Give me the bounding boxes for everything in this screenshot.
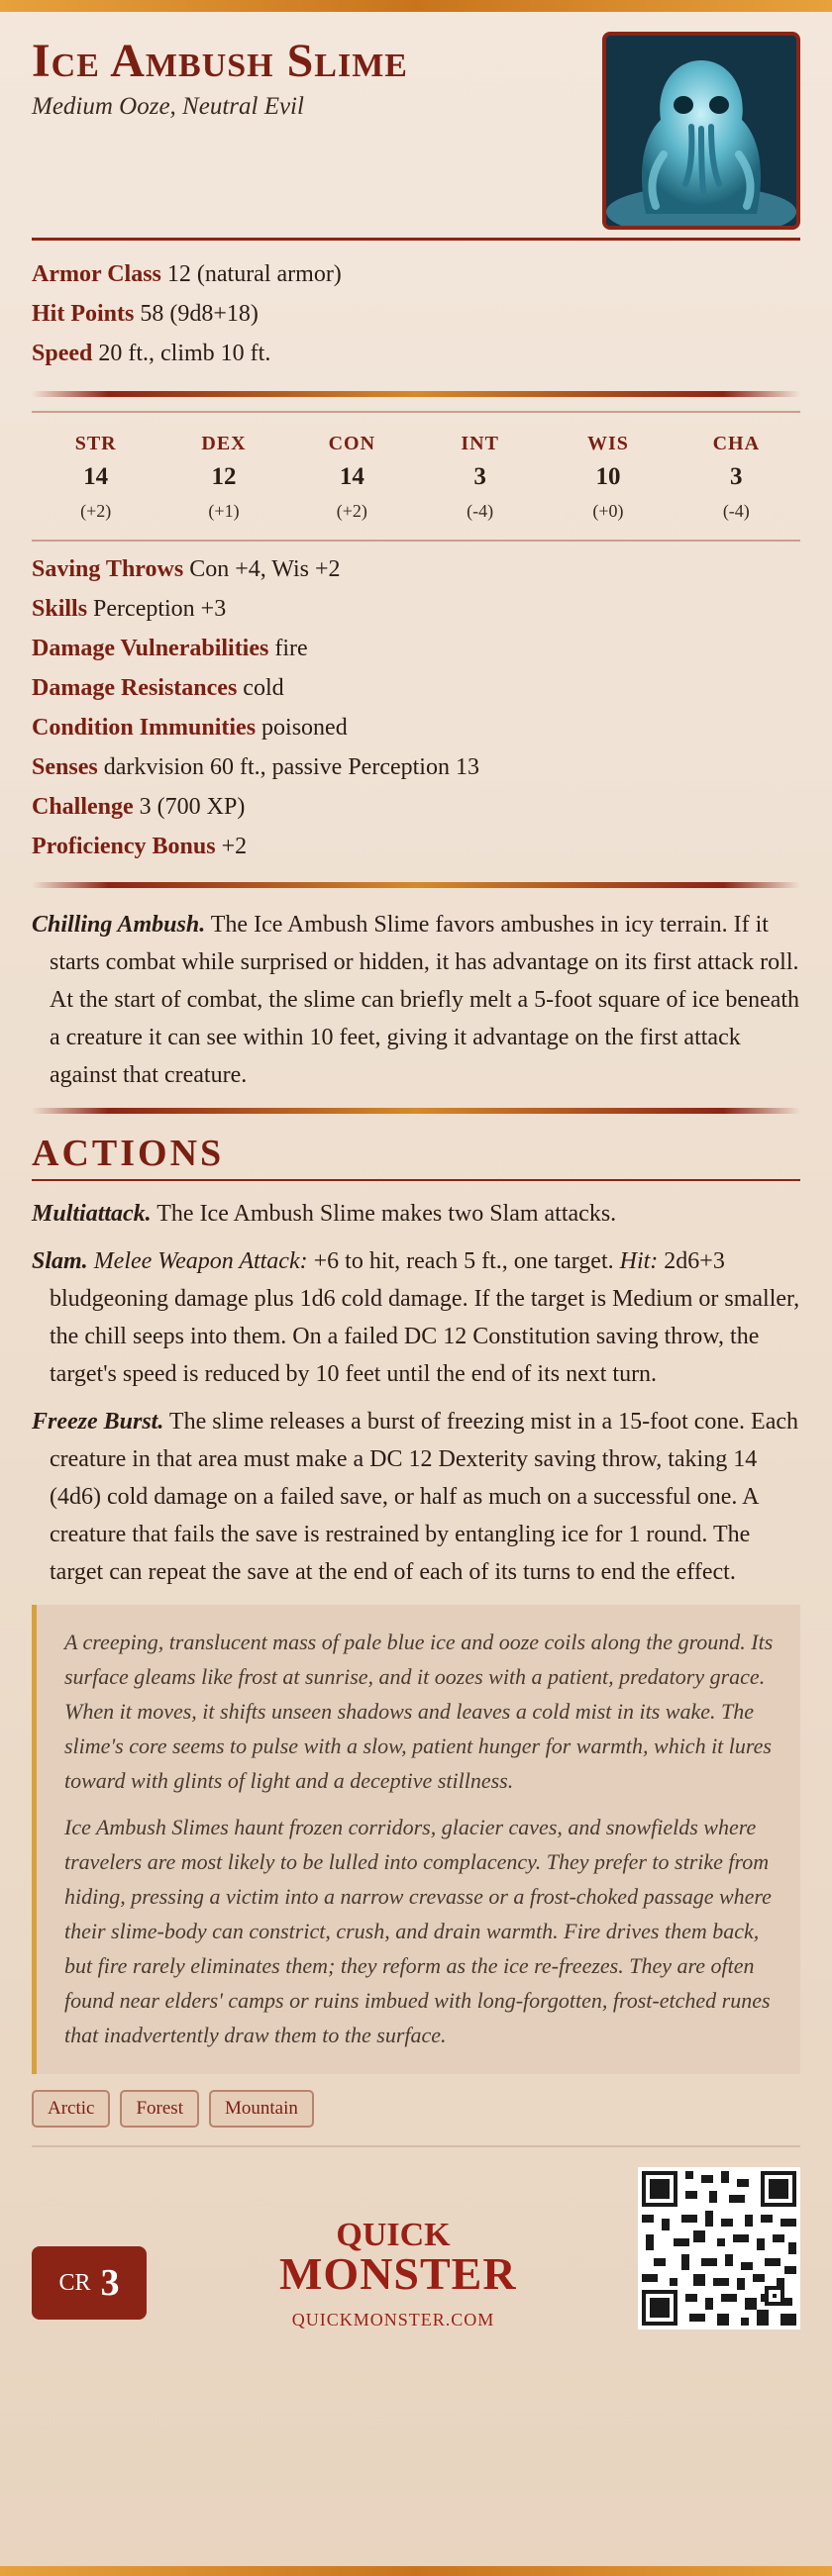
hit-points: Hit Points 58 (9d8+18) bbox=[32, 301, 259, 327]
site-url[interactable]: QUICKMONSTER.COM bbox=[291, 2310, 495, 2329]
speed: Speed 20 ft., climb 10 ft. bbox=[32, 341, 271, 366]
ice-slime-portrait-icon bbox=[606, 36, 796, 226]
condition-immunities: Condition Immunities poisoned bbox=[32, 715, 348, 741]
ability-cha: CHA 3 (-4) bbox=[712, 433, 761, 521]
action-multiattack: Multiattack. The Ice Ambush Slime makes two Slam attacks. bbox=[32, 1201, 617, 1227]
environment-tags bbox=[32, 2090, 800, 2128]
armor-class: Armor Class 12 (natural armor) bbox=[32, 261, 342, 287]
ornamental-divider bbox=[32, 391, 800, 397]
monster-portrait[interactable] bbox=[602, 32, 800, 230]
cr-badge: CR 3 bbox=[32, 2246, 147, 2320]
quickmonster-logo[interactable]: QUICK MONSTER QUICKMONSTER.COM bbox=[279, 2217, 517, 2329]
damage-resistances: Damage Resistances cold bbox=[32, 675, 284, 701]
ability-int: INT 3 (-4) bbox=[461, 433, 499, 521]
skills: Skills Perception +3 bbox=[32, 596, 227, 622]
tag-forest[interactable]: Forest bbox=[120, 2090, 199, 2128]
bottom-accent-bar bbox=[0, 2566, 832, 2576]
stat-block bbox=[32, 12, 800, 2355]
action-freeze-burst: Freeze Burst. The slime releases a burst of freezing mist in a 15-foot cone. Each creature in that area must make a DC 12 Dexterity saving throw, taking 14 (4d6) cold damage on a failed save, or half as much on a successful one. A creature that fails the save is restrained by entangling ice for 1 round. The target can repeat the save at the end of each of its turns to end the effect. bbox=[32, 1409, 799, 1585]
saving-throws: Saving Throws Con +4, Wis +2 bbox=[32, 556, 341, 582]
actions-divider bbox=[32, 1179, 800, 1181]
ability-dex: DEX 12 (+1) bbox=[201, 433, 247, 521]
ornamental-divider bbox=[32, 882, 800, 888]
ability-str: STR 14 (+2) bbox=[74, 433, 117, 521]
ability-scores bbox=[32, 411, 800, 542]
ability-con: CON 14 (+2) bbox=[328, 433, 376, 521]
footer bbox=[32, 2147, 800, 2355]
ornamental-divider bbox=[32, 1108, 800, 1114]
trait-chilling-ambush: Chilling Ambush. The Ice Ambush Slime favors ambushes in icy terrain. If it starts combat while surprised or hidden, it has advantage on its first attack roll. At the start of combat, the slime can briefly melt a 5-foot square of ice beneath a creature it can see within 10 feet, giving it advantage on the first attack against that creature. bbox=[32, 912, 800, 1088]
challenge: Challenge 3 (700 XP) bbox=[32, 794, 246, 820]
senses: Senses darkvision 60 ft., passive Perception 13 bbox=[32, 754, 479, 780]
damage-vulnerabilities: Damage Vulnerabilities fire bbox=[32, 636, 308, 661]
action-slam: Slam. Melee Weapon Attack: +6 to hit, reach 5 ft., one target. Hit: 2d6+3 bludgeoning damage plus 1d6 cold damage. If the target is Medium or smaller, the chill seeps into them. On a failed DC 12 Constitution saving throw, the target's speed is reduced by 10 feet until the end of its next turn. bbox=[32, 1248, 800, 1387]
actions-heading: ACTIONS bbox=[32, 1133, 225, 1174]
detail-stats bbox=[32, 549, 800, 866]
lore-paragraph: A creeping, translucent mass of pale blue ice and ooze coils along the ground. Its surface gleams like frost at sunrise, and it oozes with a patient, predatory grace. When it moves, it shifts unseen shadows and leaves a cold mist in its wake. The slime's core seems to pulse with a slow, patient hunger for warmth, which it lures toward with glints of light and a deceptive stillness. bbox=[64, 1630, 774, 1793]
ability-wis: WIS 10 (+0) bbox=[587, 433, 629, 521]
tag-mountain[interactable]: Mountain bbox=[209, 2090, 314, 2128]
header bbox=[32, 12, 800, 238]
proficiency-bonus: Proficiency Bonus +2 bbox=[32, 834, 248, 859]
basic-stats bbox=[32, 254, 800, 373]
monster-type: Medium Ooze, Neutral Evil bbox=[32, 93, 304, 120]
monster-name: Ice Ambush Slime bbox=[32, 35, 408, 87]
qr-code-icon[interactable] bbox=[638, 2167, 800, 2329]
top-accent-bar bbox=[0, 0, 832, 12]
qr-pattern bbox=[638, 2167, 800, 2329]
tag-arctic[interactable]: Arctic bbox=[32, 2090, 110, 2128]
header-divider bbox=[32, 238, 800, 241]
lore-box bbox=[32, 1605, 800, 2074]
lore-paragraph: Ice Ambush Slimes haunt frozen corridors, glacier caves, and snowfields where travelers are most likely to be lulled into complacency. They prefer to strike from hiding, pressing a victim into a narrow crevasse or a frost-choked passage where their slime-body can constrict, crush, and drain warmth. Fire drives them back, but fire rarely eliminates them; they reform as the ice re-freezes. They are often found near elders' camps or ruins imbued with long-forgotten, frost-etched runes that inadvertently draw them to the surface. bbox=[64, 1815, 772, 2047]
